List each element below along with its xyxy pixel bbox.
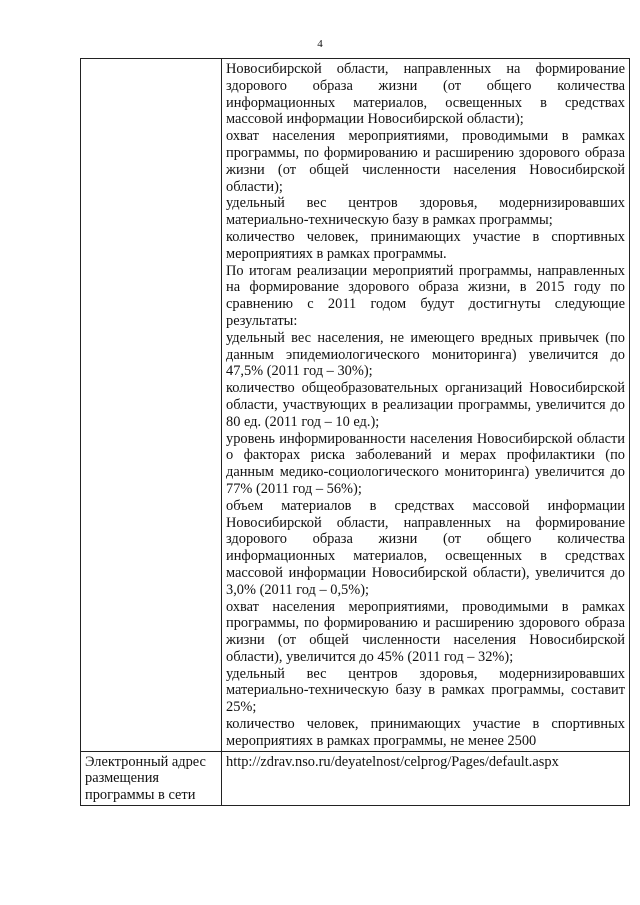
program-url[interactable]: http://zdrav.nso.ru/deyatelnost/celprog/Pages/default.aspx [226,753,559,770]
paragraph: удельный вес центров здоровья, модернизировавших материально-техническую базу в рамках программы, составит 25%; [226,665,625,716]
paragraph: количество человек, принимающих участие в спортивных мероприятиях в рамках программы, не менее 2500 [226,716,625,749]
paragraph: охват населения мероприятиями, проводимыми в рамках программы, по формированию и расширению здорового образа жизни (от общей численности населения Новосибирской области), увеличится до 45% (2011 год – 32%); [226,598,625,665]
table-row [81,59,630,752]
program-passport-table [80,58,630,806]
table-cell-label-empty [81,59,222,752]
table-cell-results [222,59,630,752]
table-cell-url [222,751,630,805]
page-number: 4 [317,38,323,50]
electronic-address-label: Электронный адрес размещения программы в сети [85,753,206,804]
paragraph: удельный вес центров здоровья, модернизировавших материально-техническую базу в рамках программы; [226,195,625,229]
paragraph: количество общеобразовательных организаций Новосибирской области, участвующих в реализации программы, увеличится до 80 ед. (2011 год – 10 ед.); [226,380,625,430]
table-row [81,751,630,805]
paragraph: объем материалов в средствах массовой информации Новосибирской области, направленных на формирование здорового образа жизни (от общего количества информационных материалов, освещенных в средствах массовой информации Новосибирской области), увеличится до 3,0% (2011 год – 0,5%); [226,497,625,598]
paragraph: количество человек, принимающих участие в спортивных мероприятиях в рамках программы. [226,228,625,262]
paragraph: охват населения мероприятиями, проводимыми в рамках программы, по формированию и расширению здорового образа жизни (от общей численности населения Новосибирской области); [226,128,625,195]
paragraph: удельный вес населения, не имеющего вредных привычек (по данным эпидемиологического мониторинга) увеличится до 47,5% (2011 год – 30%); [226,329,625,380]
paragraph: Новосибирской области, направленных на формирование здорового образа жизни (от общего количества информационных материалов, освещенных в средствах массовой информации Новосибирской области); [226,61,625,128]
table-cell-label [81,751,222,805]
paragraph: уровень информированности населения Новосибирской области о факторах риска заболеваний и мерах профилактики (по данным медико-социологического мониторинга) увеличится до 77% (2011 год – 56%); [226,430,625,497]
paragraph: По итогам реализации мероприятий программы, направленных на формирование здорового образа жизни, в 2015 году по сравнению с 2011 годом будут достигнуты следующие результаты: [226,262,625,329]
